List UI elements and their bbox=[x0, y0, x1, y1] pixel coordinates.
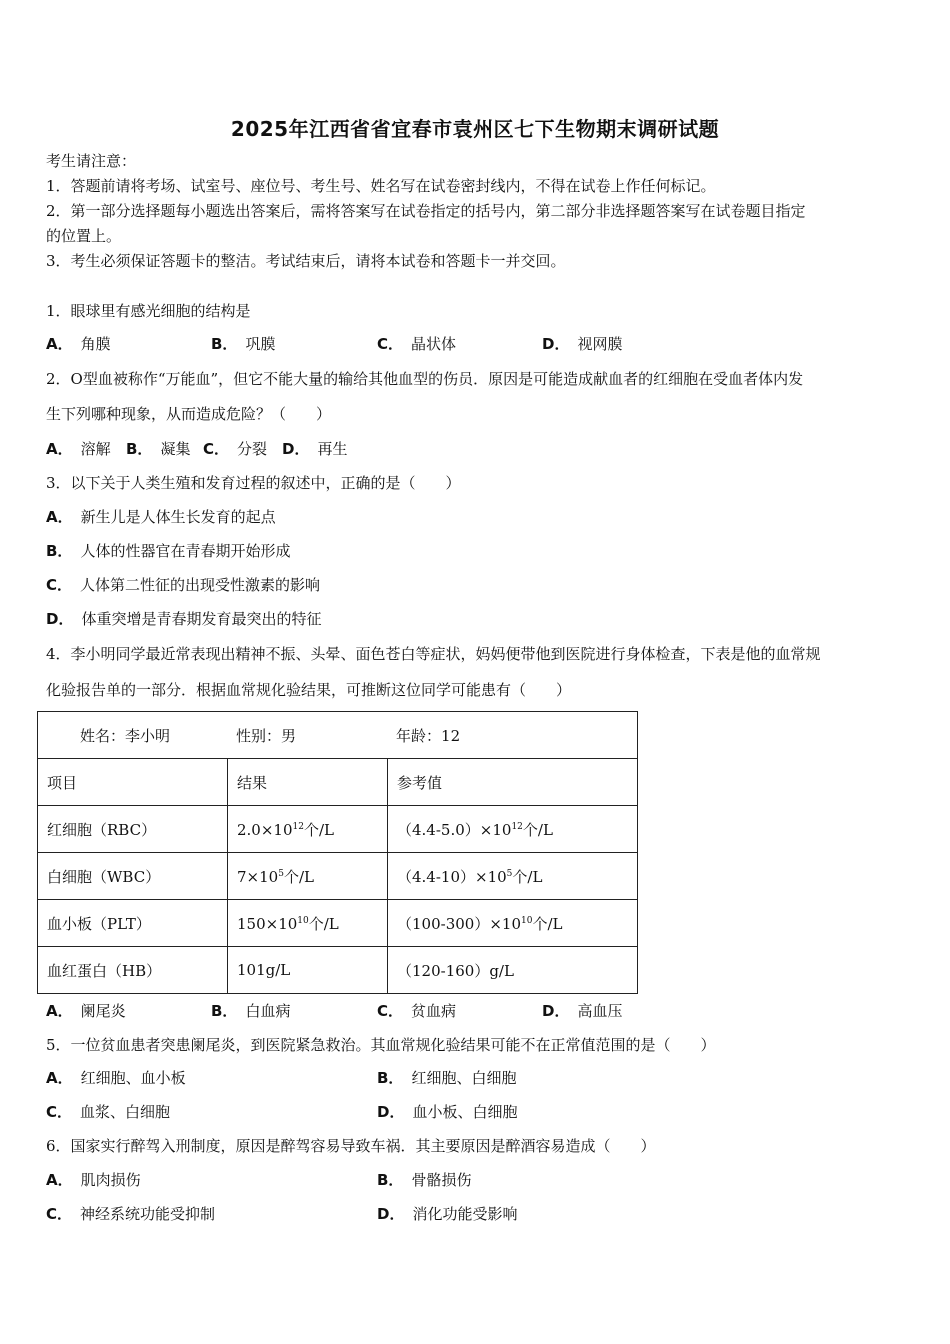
patient-age: 年龄：12 bbox=[396, 726, 461, 745]
page-title: 2025年江西省省宜春市袁州区七下生物期末调研试题 bbox=[230, 117, 720, 141]
q2-option-b[interactable] bbox=[126, 439, 190, 459]
table-header-info-row bbox=[38, 712, 638, 759]
option-letter: D． bbox=[542, 335, 570, 353]
option-text: 再生 bbox=[317, 440, 348, 458]
q2-option-d[interactable] bbox=[282, 439, 347, 459]
option-letter: C． bbox=[46, 576, 73, 594]
option-text: 人体的性器官在青春期开始形成 bbox=[80, 542, 291, 560]
q6-option-b[interactable] bbox=[377, 1170, 471, 1190]
option-letter: A． bbox=[46, 1069, 73, 1087]
option-letter: C． bbox=[46, 1103, 73, 1121]
q2-stem-line2: 生下列哪种现象，从而造成危险？（ ） bbox=[46, 405, 332, 423]
row-result: $150\times 10^{10}$个/L bbox=[228, 900, 388, 947]
option-letter: B． bbox=[211, 1002, 238, 1020]
table-row bbox=[38, 947, 638, 994]
q4-option-c[interactable] bbox=[377, 1001, 456, 1021]
option-text: 分裂 bbox=[237, 440, 268, 458]
option-letter: A． bbox=[46, 1171, 73, 1189]
q5-option-d[interactable] bbox=[377, 1102, 517, 1122]
q4-stem-line1: 4．李小明同学最近常表现出精神不振、头晕、面色苍白等症状，妈妈便带他到医院进行身体检查，下表是他的血常规 bbox=[46, 645, 821, 663]
row-reference: （120-160）g/L bbox=[388, 947, 638, 994]
option-text: 红细胞、白细胞 bbox=[411, 1069, 517, 1087]
option-letter: C． bbox=[46, 1205, 73, 1223]
patient-info-cell bbox=[38, 712, 638, 759]
blood-test-table bbox=[37, 711, 638, 994]
option-text: 视网膜 bbox=[577, 335, 623, 353]
option-text: 白血病 bbox=[245, 1002, 291, 1020]
notice-item-2-cont: 的位置上。 bbox=[46, 227, 122, 245]
option-letter: B． bbox=[46, 542, 73, 560]
q1-option-c[interactable] bbox=[377, 334, 456, 354]
notice-item-1: 1．答题前请将考场、试室号、座位号、考生号、姓名写在试卷密封线内，不得在试卷上作任何标记。 bbox=[46, 177, 716, 195]
option-text: 血小板、白细胞 bbox=[412, 1103, 518, 1121]
option-letter: D． bbox=[377, 1205, 405, 1223]
option-letter: C． bbox=[377, 1002, 404, 1020]
patient-gender: 性别：男 bbox=[236, 726, 297, 745]
option-letter: B． bbox=[377, 1069, 404, 1087]
column-header-reference: 参考值 bbox=[388, 759, 638, 806]
row-reference: $(100-300)\times 10^{10}$个/L bbox=[388, 900, 638, 947]
q3-option-c[interactable] bbox=[46, 575, 320, 595]
notice-item-2: 2．第一部分选择题每小题选出答案后，需将答案写在试卷指定的括号内，第二部分非选择题答案写在试卷题目指定 bbox=[46, 202, 806, 220]
option-letter: A． bbox=[46, 440, 73, 458]
q1-option-a[interactable] bbox=[46, 334, 111, 354]
row-item: 白细胞（WBC） bbox=[38, 853, 228, 900]
column-header-item: 项目 bbox=[38, 759, 228, 806]
option-letter: D． bbox=[377, 1103, 405, 1121]
option-letter: D． bbox=[282, 440, 310, 458]
option-text: 人体第二性征的出现受性激素的影响 bbox=[80, 576, 321, 594]
option-letter: B． bbox=[211, 335, 238, 353]
row-reference: $(4.4-5.0)\times 10^{12}$个/L bbox=[388, 806, 638, 853]
option-letter: B． bbox=[126, 440, 153, 458]
row-item: 红细胞（RBC） bbox=[38, 806, 228, 853]
option-letter: A． bbox=[46, 1002, 73, 1020]
option-text: 角膜 bbox=[80, 335, 111, 353]
q4-option-b[interactable] bbox=[211, 1001, 290, 1021]
q1-option-d[interactable] bbox=[542, 334, 622, 354]
option-text: 消化功能受影响 bbox=[412, 1205, 518, 1223]
q6-stem: 6．国家实行醉驾入刑制度，原因是醉驾容易导致车祸．其主要原因是醉酒容易造成（ ） bbox=[46, 1137, 656, 1155]
q5-option-c[interactable] bbox=[46, 1102, 170, 1122]
row-result: $2.0\times 10^{12}$个/L bbox=[228, 806, 388, 853]
option-text: 骨骼损伤 bbox=[411, 1171, 472, 1189]
table-column-headers bbox=[38, 759, 638, 806]
option-text: 新生儿是人体生长发育的起点 bbox=[80, 508, 276, 526]
q2-stem-line1: 2．O型血被称作“万能血”，但它不能大量的输给其他血型的伤员．原因是可能造成献血者的红细胞在受血者体内发 bbox=[46, 370, 804, 388]
option-text: 肌肉损伤 bbox=[80, 1171, 141, 1189]
q3-option-a[interactable] bbox=[46, 507, 276, 527]
option-letter: D． bbox=[542, 1002, 570, 1020]
option-text: 高血压 bbox=[577, 1002, 623, 1020]
column-header-result: 结果 bbox=[228, 759, 388, 806]
q2-option-c[interactable] bbox=[203, 439, 267, 459]
option-text: 巩膜 bbox=[245, 335, 276, 353]
row-item: 血小板（PLT） bbox=[38, 900, 228, 947]
row-item: 血红蛋白（HB） bbox=[38, 947, 228, 994]
q6-option-c[interactable] bbox=[46, 1204, 215, 1224]
option-text: 阑尾炎 bbox=[80, 1002, 126, 1020]
row-reference: $(4.4-10)\times 10^5$个/L bbox=[388, 853, 638, 900]
option-text: 贫血病 bbox=[411, 1002, 457, 1020]
q4-option-d[interactable] bbox=[542, 1001, 622, 1021]
row-result: $7\times 10^5$个/L bbox=[228, 853, 388, 900]
table-row bbox=[38, 853, 638, 900]
option-letter: C． bbox=[377, 335, 404, 353]
q2-option-a[interactable] bbox=[46, 439, 111, 459]
option-letter: D． bbox=[46, 610, 74, 628]
option-letter: A． bbox=[46, 335, 73, 353]
q5-stem: 5．一位贫血患者突患阑尾炎，到医院紧急救治。其血常规化验结果可能不在正常值范围的是（ ） bbox=[46, 1036, 716, 1054]
option-text: 神经系统功能受抑制 bbox=[80, 1205, 216, 1223]
row-result: 101g/L bbox=[228, 947, 388, 994]
option-letter: A． bbox=[46, 508, 73, 526]
q3-option-b[interactable] bbox=[46, 541, 290, 561]
option-text: 血浆、白细胞 bbox=[80, 1103, 171, 1121]
q6-option-d[interactable] bbox=[377, 1204, 517, 1224]
option-text: 红细胞、血小板 bbox=[80, 1069, 186, 1087]
table-row bbox=[38, 900, 638, 947]
q1-option-b[interactable] bbox=[211, 334, 275, 354]
q5-option-b[interactable] bbox=[377, 1068, 516, 1088]
option-text: 溶解 bbox=[80, 440, 111, 458]
q1-stem: 1．眼球里有感光细胞的结构是 bbox=[46, 302, 251, 320]
notice-item-3: 3．考生必须保证答题卡的整洁。考试结束后，请将本试卷和答题卡一并交回。 bbox=[46, 252, 566, 270]
q3-stem: 3．以下关于人类生殖和发育过程的叙述中，正确的是（ ） bbox=[46, 474, 461, 492]
option-text: 晶状体 bbox=[411, 335, 457, 353]
q4-option-a[interactable] bbox=[46, 1001, 126, 1021]
q3-option-d[interactable] bbox=[46, 609, 321, 629]
q4-stem-line2: 化验报告单的一部分．根据血常规化验结果，可推断这位同学可能患有（ ） bbox=[46, 681, 572, 699]
q6-option-a[interactable] bbox=[46, 1170, 141, 1190]
patient-name: 姓名：李小明 bbox=[80, 726, 171, 745]
table-row bbox=[38, 806, 638, 853]
option-text: 凝集 bbox=[160, 440, 191, 458]
notice-heading: 考生请注意： bbox=[46, 152, 137, 170]
option-letter: C． bbox=[203, 440, 230, 458]
q5-option-a[interactable] bbox=[46, 1068, 186, 1088]
option-text: 体重突增是青春期发育最突出的特征 bbox=[81, 610, 322, 628]
option-letter: B． bbox=[377, 1171, 404, 1189]
